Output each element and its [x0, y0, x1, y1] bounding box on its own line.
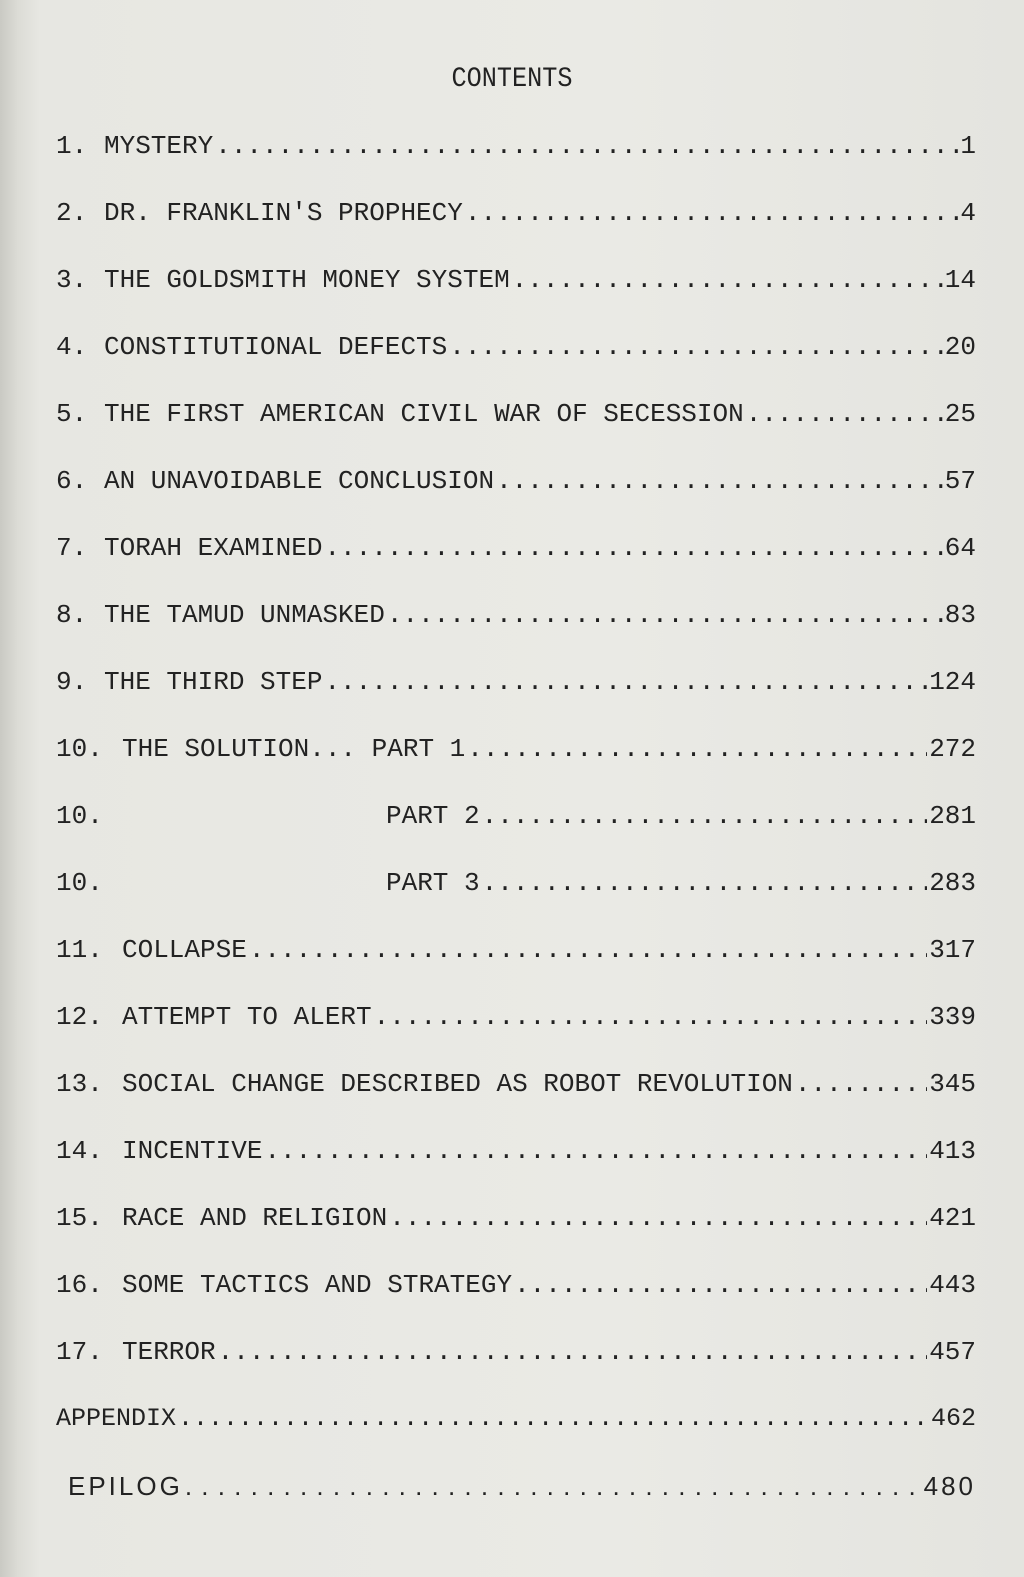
- toc-entry-1: [56, 126, 976, 193]
- toc-entry-5: [56, 394, 976, 461]
- chapter-number: 17.: [56, 1337, 103, 1367]
- page-number: 1: [960, 131, 976, 161]
- toc-entry-11: [56, 930, 976, 997]
- page-number: 124: [929, 667, 976, 697]
- chapter-title: PART 3: [386, 868, 480, 898]
- toc-entry-16: [56, 1265, 976, 1332]
- chapter-title: INCENTIVE: [122, 1136, 263, 1166]
- page-number: 345: [929, 1069, 976, 1099]
- toc-entry-17: [56, 1332, 976, 1399]
- chapter-title: THE SOLUTION... PART 1: [122, 734, 466, 764]
- chapter-number: 5.: [56, 399, 88, 429]
- toc-entry-appendix: [56, 1399, 976, 1466]
- table-of-contents: [56, 126, 976, 1533]
- chapter-number: 13.: [56, 1069, 103, 1099]
- toc-entry-2: [56, 193, 976, 260]
- dot-leader: [496, 461, 943, 501]
- dot-leader: [249, 930, 927, 970]
- chapter-number: 9.: [56, 667, 88, 697]
- chapter-number: 6.: [56, 466, 88, 496]
- dot-leader: [795, 1064, 927, 1104]
- dot-leader: [178, 1399, 929, 1439]
- chapter-number: 15.: [56, 1203, 103, 1233]
- page-number: 413: [929, 1136, 976, 1166]
- page-number: 480: [923, 1471, 976, 1501]
- dot-leader: [218, 1332, 928, 1372]
- chapter-title: RACE AND RELIGION: [122, 1203, 388, 1233]
- chapter-number: 10.: [56, 801, 103, 831]
- chapter-title: DR. FRANKLIN'S PROPHECY: [104, 198, 463, 228]
- toc-entry-13: [56, 1064, 976, 1131]
- page-number: 57: [944, 466, 976, 496]
- page-number: 272: [929, 734, 976, 764]
- toc-entry-4: [56, 327, 976, 394]
- chapter-title: TORAH EXAMINED: [104, 533, 323, 563]
- page-number: 4: [960, 198, 976, 228]
- dot-leader: [185, 1466, 922, 1506]
- page-number: 339: [929, 1002, 976, 1032]
- dot-leader: [324, 662, 927, 702]
- chapter-title: COLLAPSE: [122, 935, 247, 965]
- chapter-title: MYSTERY: [104, 131, 214, 161]
- dot-leader: [215, 126, 958, 166]
- chapter-title: THE GOLDSMITH MONEY SYSTEM: [104, 265, 510, 295]
- page-number: 64: [944, 533, 976, 563]
- chapter-number: 3.: [56, 265, 88, 295]
- page-number: 281: [929, 801, 976, 831]
- toc-entry-10-part-1: [56, 729, 976, 796]
- toc-entry-7: [56, 528, 976, 595]
- page-number: 457: [929, 1337, 976, 1367]
- chapter-title: EPILOG: [68, 1471, 183, 1501]
- dot-leader: [467, 729, 927, 769]
- dot-leader: [387, 595, 943, 635]
- page-title: CONTENTS: [451, 64, 573, 95]
- chapter-number: 7.: [56, 533, 88, 563]
- page-number: 283: [929, 868, 976, 898]
- toc-entry-9: [56, 662, 976, 729]
- chapter-title: PART 2: [386, 801, 480, 831]
- chapter-number: 1.: [56, 131, 88, 161]
- page-number: 421: [929, 1203, 976, 1233]
- toc-entry-10-part-3: [56, 863, 976, 930]
- toc-entry-10-part-2: [56, 796, 976, 863]
- chapter-title: AN UNAVOIDABLE CONCLUSION: [104, 466, 495, 496]
- chapter-title: APPENDIX: [56, 1404, 177, 1433]
- page-number: 14: [944, 265, 976, 295]
- toc-entry-14: [56, 1131, 976, 1198]
- dot-leader: [374, 997, 928, 1037]
- chapter-title: SOCIAL CHANGE DESCRIBED AS ROBOT REVOLUTION: [122, 1069, 793, 1099]
- toc-entry-epilog: [56, 1466, 976, 1533]
- page-number: 25: [944, 399, 976, 429]
- dot-leader: [512, 260, 943, 300]
- dot-leader: [465, 193, 959, 233]
- page-number: 20: [944, 332, 976, 362]
- chapter-title: THE TAMUD UNMASKED: [104, 600, 385, 630]
- chapter-number: 10.: [56, 734, 103, 764]
- dot-leader: [449, 327, 943, 367]
- chapter-title: CONSTITUTIONAL DEFECTS: [104, 332, 448, 362]
- page-number: 83: [944, 600, 976, 630]
- toc-entry-3: [56, 260, 976, 327]
- dot-leader: [514, 1265, 927, 1305]
- chapter-number: 12.: [56, 1002, 103, 1032]
- toc-entry-8: [56, 595, 976, 662]
- toc-entry-12: [56, 997, 976, 1064]
- chapter-number: 10.: [56, 868, 103, 898]
- page-number: 462: [930, 1404, 976, 1433]
- chapter-title: TERROR: [122, 1337, 216, 1367]
- toc-entry-6: [56, 461, 976, 528]
- chapter-number: 8.: [56, 600, 88, 630]
- dot-leader: [482, 796, 928, 836]
- chapter-number: 4.: [56, 332, 88, 362]
- page-number: 317: [929, 935, 976, 965]
- chapter-number: 11.: [56, 935, 103, 965]
- chapter-title: THE THIRD STEP: [104, 667, 323, 697]
- chapter-title: ATTEMPT TO ALERT: [122, 1002, 372, 1032]
- dot-leader: [264, 1131, 927, 1171]
- chapter-number: 14.: [56, 1136, 103, 1166]
- chapter-title: SOME TACTICS AND STRATEGY: [122, 1270, 513, 1300]
- toc-entry-15: [56, 1198, 976, 1265]
- dot-leader: [482, 863, 928, 903]
- chapter-number: 2.: [56, 198, 88, 228]
- dot-leader: [389, 1198, 927, 1238]
- dot-leader: [324, 528, 942, 568]
- chapter-number: 16.: [56, 1270, 103, 1300]
- chapter-title: THE FIRST AMERICAN CIVIL WAR OF SECESSION: [104, 399, 744, 429]
- page-number: 443: [929, 1270, 976, 1300]
- dot-leader: [746, 394, 943, 434]
